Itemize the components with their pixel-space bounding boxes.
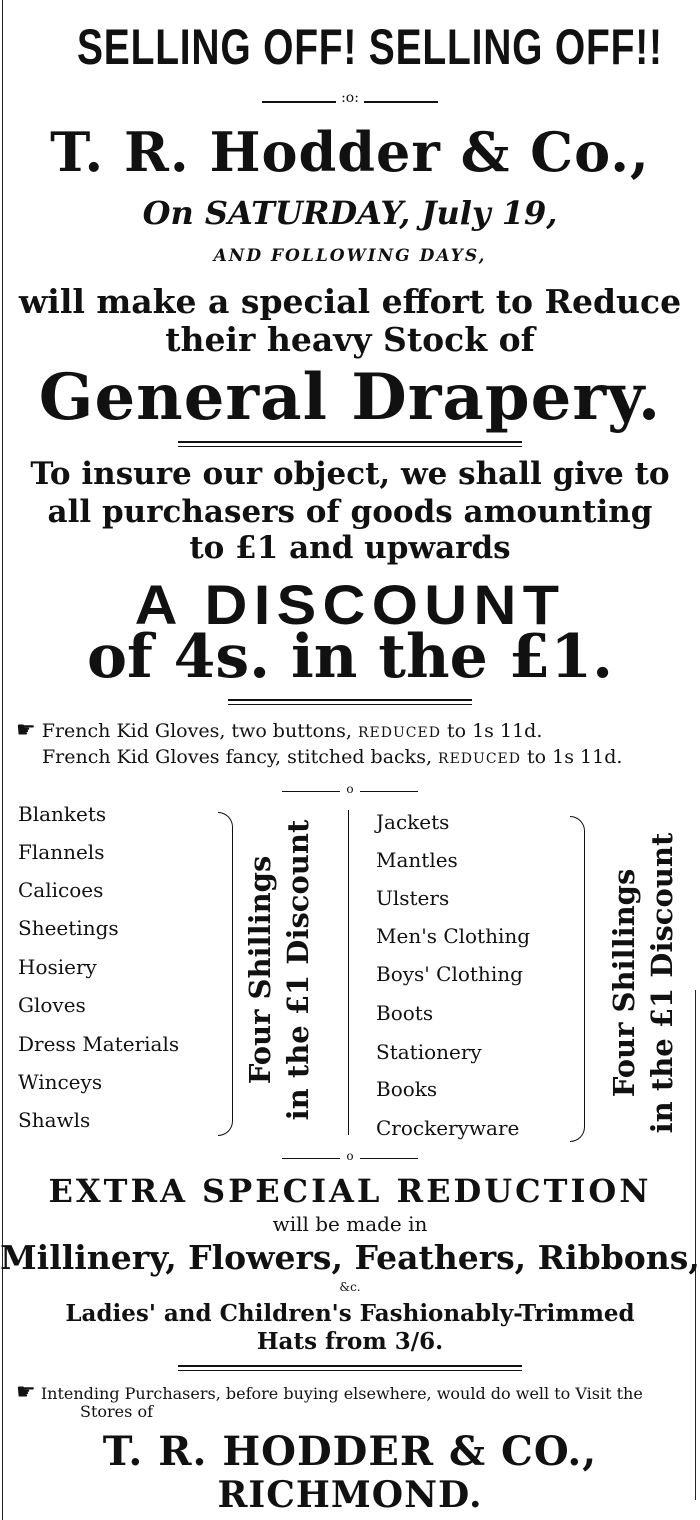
insure-line-1: To insure our object, we shall give to [30, 456, 670, 492]
double-rule-bottom-2 [228, 704, 472, 705]
insure-line-3: to £1 and upwards [189, 530, 511, 566]
closing-town: RICHMOND. [217, 1474, 483, 1516]
date-line: On SATURDAY, July 19, [142, 194, 558, 232]
extra-goods: Millinery, Flowers, Feathers, Ribbons, [0, 1238, 700, 1277]
separator-mark: :o: [341, 90, 359, 106]
gloves-line-2-text: French Kid Gloves fancy, stitched backs, [42, 746, 432, 768]
list-item: Crockeryware [376, 1116, 520, 1140]
list-item: Calicoes [18, 878, 104, 902]
double-rule-bottom-3 [178, 1370, 522, 1371]
list-item: Winceys [18, 1070, 103, 1094]
list-divider-top: o [346, 782, 354, 796]
discount-heading: A DISCOUNT [134, 573, 566, 636]
double-rule-top-2 [228, 699, 472, 701]
extra-heading: EXTRA SPECIAL REDUCTION [48, 1172, 652, 1210]
list-item: Sheetings [18, 916, 119, 940]
list-item: Gloves [18, 993, 86, 1017]
category-heading: General Drapery. [38, 360, 662, 435]
list-item: Jackets [376, 810, 450, 834]
separator-rule-right [364, 101, 438, 103]
gloves-line-2 [42, 746, 622, 768]
extra-ladies: Ladies' and Children's Fashionably-Trimmed [65, 1300, 635, 1327]
list-item: Ulsters [376, 886, 450, 910]
list-item: Stationery [376, 1040, 482, 1064]
list-item: Blankets [18, 802, 107, 826]
right-brace [570, 816, 585, 1142]
list-item: Shawls [18, 1108, 91, 1132]
gloves-line-1-reduced: REDUCED [357, 725, 441, 741]
headline: SELLING OFF! SELLING OFF!! [77, 19, 663, 75]
gloves-line-1 [16, 718, 542, 743]
double-rule-top-3 [178, 1365, 522, 1367]
gloves-line-1-text: French Kid Gloves, two buttons, [41, 720, 352, 742]
right-discount-label-line-2: in the £1 Discount [645, 832, 679, 1134]
pointing-hand-icon: ☛ [16, 718, 36, 743]
following-days: AND FOLLOWING DAYS, [213, 246, 487, 266]
list-item: Boys' Clothing [376, 962, 523, 986]
list-item: Hosiery [18, 955, 97, 979]
list-item: Mantles [376, 848, 458, 872]
discount-rate: of 4s. in the £1. [86, 622, 614, 692]
double-rule-bottom [178, 446, 522, 447]
extra-subline: will be made in [272, 1212, 428, 1236]
gloves-line-2-price: to 1s 11d. [527, 746, 623, 768]
column-divider [348, 810, 349, 1135]
effort-line-1: will make a special effort to Reduce [18, 282, 682, 321]
right-discount-label [605, 813, 695, 1153]
right-discount-label-line-1: Four Shillings [607, 868, 641, 1098]
list-divider-rule-right [360, 791, 418, 792]
extra-hats: Hats from 3/6. [256, 1328, 444, 1355]
list-item: Men's Clothing [376, 924, 531, 948]
closing-line-2: Stores of [80, 1402, 153, 1421]
list-item: Boots [376, 1001, 434, 1025]
effort-line-2: their heavy Stock of [165, 320, 535, 359]
insure-line-2: all purchasers of goods amounting [47, 494, 653, 530]
firm-name: T. R. Hodder & Co., [50, 120, 650, 184]
left-discount-label-line-1: Four Shillings [243, 855, 277, 1085]
closing-firm: T. R. HODDER & CO., [102, 1428, 598, 1475]
left-brace [218, 812, 233, 1136]
pointing-hand-icon: ☛ [16, 1380, 36, 1405]
list-item: Books [376, 1077, 438, 1101]
extra-etc: &c. [339, 1280, 361, 1294]
list-item: Flannels [18, 840, 105, 864]
list-divider-rule-right-2 [360, 1158, 418, 1159]
gloves-line-1-price: to 1s 11d. [446, 720, 543, 742]
list-divider-bottom: o [346, 1149, 354, 1163]
gloves-line-2-reduced: REDUCED [438, 751, 521, 767]
list-item: Dress Materials [18, 1032, 180, 1056]
left-discount-label [241, 800, 331, 1140]
left-discount-label-line-2: in the £1 Discount [281, 819, 315, 1121]
double-rule-top [178, 441, 522, 443]
closing-line-1-text: Intending Purchasers, before buying elsewhere, would do well to Visit the [40, 1384, 643, 1403]
